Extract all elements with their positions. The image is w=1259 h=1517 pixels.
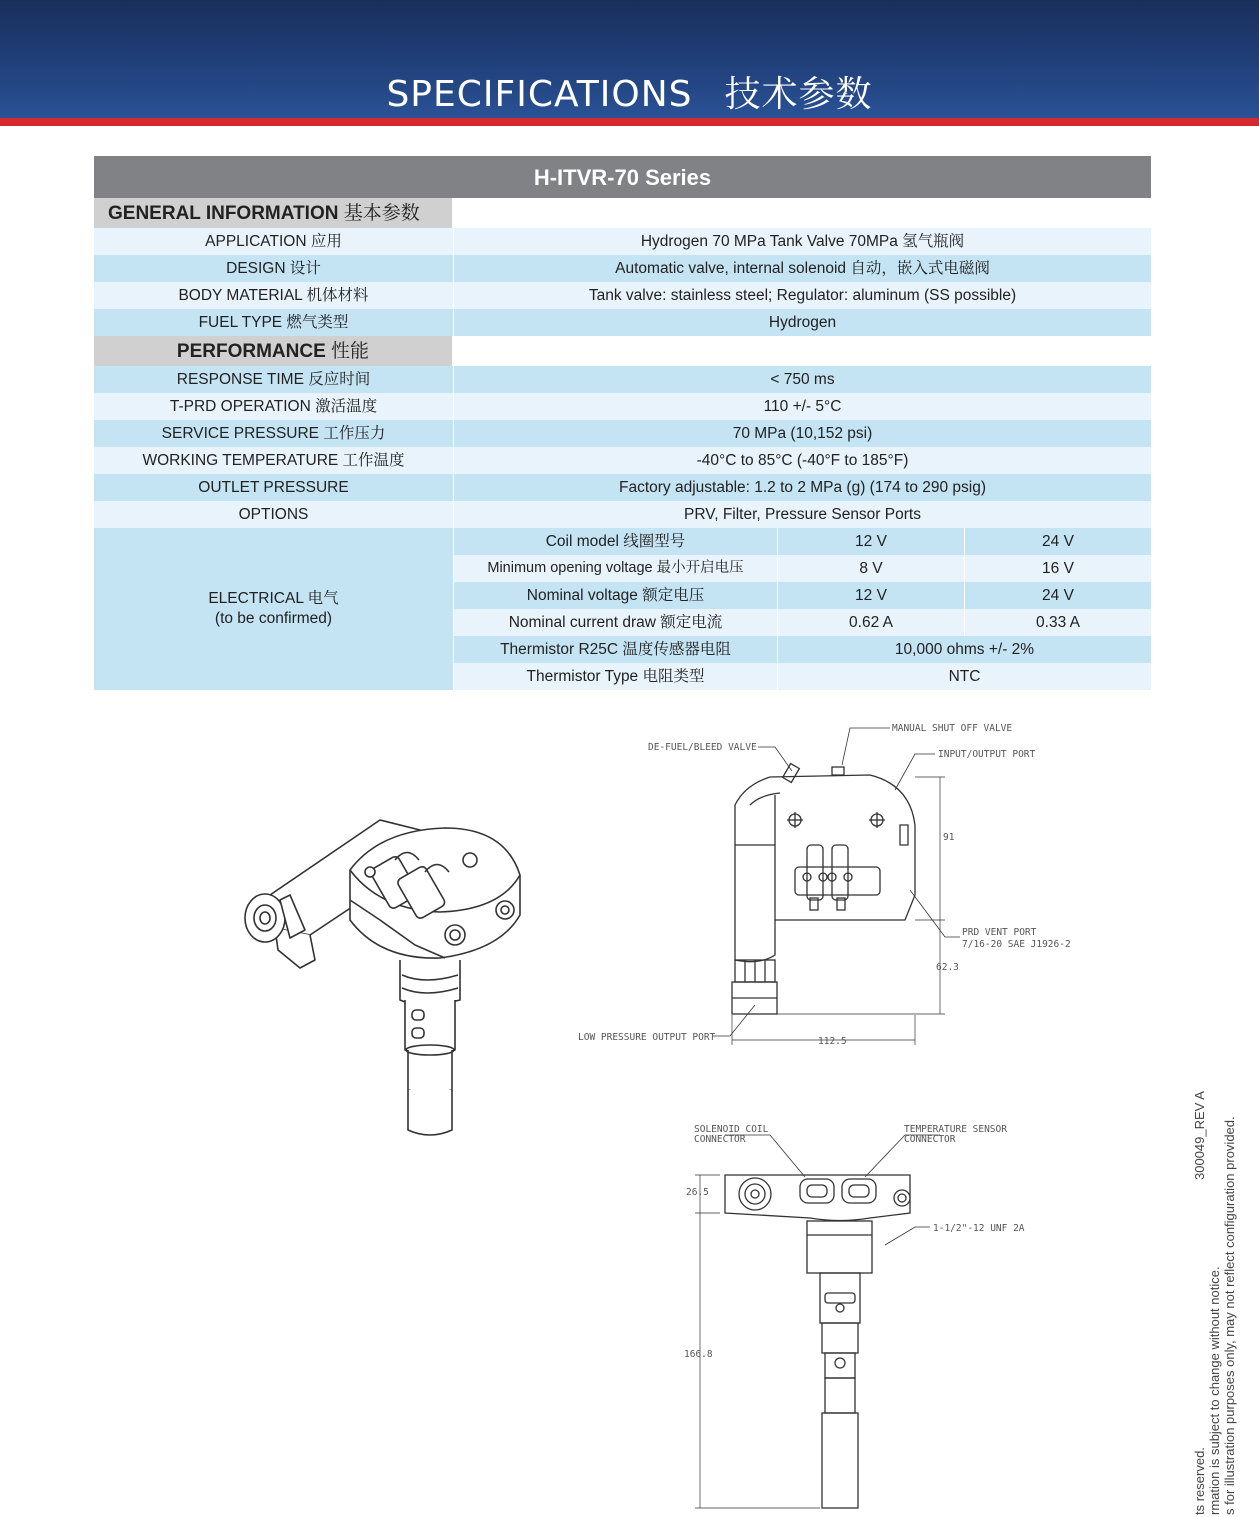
table-row: Coil model 线圈型号 12 V 24 V [454,528,1151,555]
row-label: FUEL TYPE 燃气类型 [94,309,453,336]
table-row [94,228,1151,255]
svg-text:INPUT/OUTPUT PORT: INPUT/OUTPUT PORT [938,749,1036,760]
svg-text:TEMPERATURE SENSOR: TEMPERATURE SENSOR [904,1124,1007,1135]
document-id: 300049_REV A [1192,1091,1207,1180]
section-heading: GENERAL INFORMATION 基本参数 [94,198,452,228]
spec-table [94,156,1151,690]
row-label: SERVICE PRESSURE 工作压力 [94,420,453,447]
svg-text:166.8: 166.8 [684,1349,713,1360]
row-label: T-PRD OPERATION 激活温度 [94,393,453,420]
side-note-change: rmation is subject to change without notice. [1207,1266,1222,1515]
table-row [94,474,1151,501]
row-value: Hydrogen [454,309,1151,336]
svg-text:SOLENOID COIL: SOLENOID COIL [694,1124,769,1135]
row-value: Tank valve: stainless steel; Regulator: aluminum (SS possible) [454,282,1151,309]
row-value: -40°C to 85°C (-40°F to 185°F) [454,447,1151,474]
svg-text:112.5: 112.5 [818,1036,847,1047]
product-isometric-illustration [230,800,540,1145]
table-row [94,393,1151,420]
row-label: OUTLET PRESSURE [94,474,453,501]
row-value: PRV, Filter, Pressure Sensor Ports [454,501,1151,528]
table-row [94,255,1151,282]
section-heading: PERFORMANCE 性能 [94,336,452,366]
technical-drawing-side-view [570,715,1071,1065]
side-note-rights: ts reserved. [1192,1447,1207,1515]
row-value: Automatic valve, internal solenoid 自动，嵌入式电磁阀 [454,255,1151,282]
row-label: OPTIONS [94,501,453,528]
series-title: H-ITVR-70 Series [94,156,1151,198]
header-accent-stripe [0,118,1259,126]
row-label: RESPONSE TIME 反应时间 [94,366,453,393]
svg-text:MANUAL SHUT OFF VALVE: MANUAL SHUT OFF VALVE [892,723,1013,734]
electrical-subtable [454,528,1151,690]
table-row [94,501,1151,528]
table-row [94,420,1151,447]
table-row [94,282,1151,309]
svg-text:1-1/2"-12 UNF 2A: 1-1/2"-12 UNF 2A [933,1223,1025,1234]
svg-text:7/16-20 SAE J1926-2: 7/16-20 SAE J1926-2 [962,939,1071,950]
svg-text:DE-FUEL/BLEED VALVE: DE-FUEL/BLEED VALVE [648,742,757,753]
table-row: Nominal voltage 额定电压 12 V 24 V [454,582,1151,609]
section-performance [94,336,1151,366]
row-label: DESIGN 设计 [94,255,453,282]
page-title-en: SPECIFICATIONS [386,74,693,115]
page-title-zh: 技术参数 [724,74,873,115]
svg-text:LOW PRESSURE OUTPUT PORT: LOW PRESSURE OUTPUT PORT [578,1032,716,1043]
table-row [94,366,1151,393]
table-row: Thermistor Type 电阻类型 NTC [454,663,1151,690]
svg-text:CONNECTOR: CONNECTOR [694,1134,746,1145]
side-note-illustration: s for illustration purposes only, may not reflect configuration provided. [1222,1116,1237,1515]
row-value: Hydrogen 70 MPa Tank Valve 70MPa 氢气瓶阀 [454,228,1151,255]
row-label: WORKING TEMPERATURE 工作温度 [94,447,453,474]
svg-text:PRD VENT PORT: PRD VENT PORT [962,927,1037,938]
table-row: Thermistor R25C 温度传感器电阻 10,000 ohms +/- 2% [454,636,1151,663]
table-row: Minimum opening voltage 最小开启电压 8 V 16 V [454,555,1151,582]
table-row [94,309,1151,336]
page-title [0,66,1259,117]
svg-text:CONNECTOR: CONNECTOR [904,1134,956,1145]
row-value: 110 +/- 5°C [454,393,1151,420]
section-general [94,198,1151,228]
electrical-label: ELECTRICAL 电气 (to be confirmed) [94,528,453,690]
row-label: APPLICATION 应用 [94,228,453,255]
svg-text:91: 91 [943,832,955,843]
svg-text:62.3: 62.3 [936,962,959,973]
row-value: 70 MPa (10,152 psi) [454,420,1151,447]
row-label: BODY MATERIAL 机体材料 [94,282,453,309]
electrical-block [94,528,1151,690]
technical-drawing-front-view [670,1115,1040,1515]
table-row: Nominal current draw 额定电流 0.62 A 0.33 A [454,609,1151,636]
table-row [94,447,1151,474]
row-value: < 750 ms [454,366,1151,393]
svg-text:26.5: 26.5 [686,1187,709,1198]
row-value: Factory adjustable: 1.2 to 2 MPa (g) (174 to 290 psig) [454,474,1151,501]
